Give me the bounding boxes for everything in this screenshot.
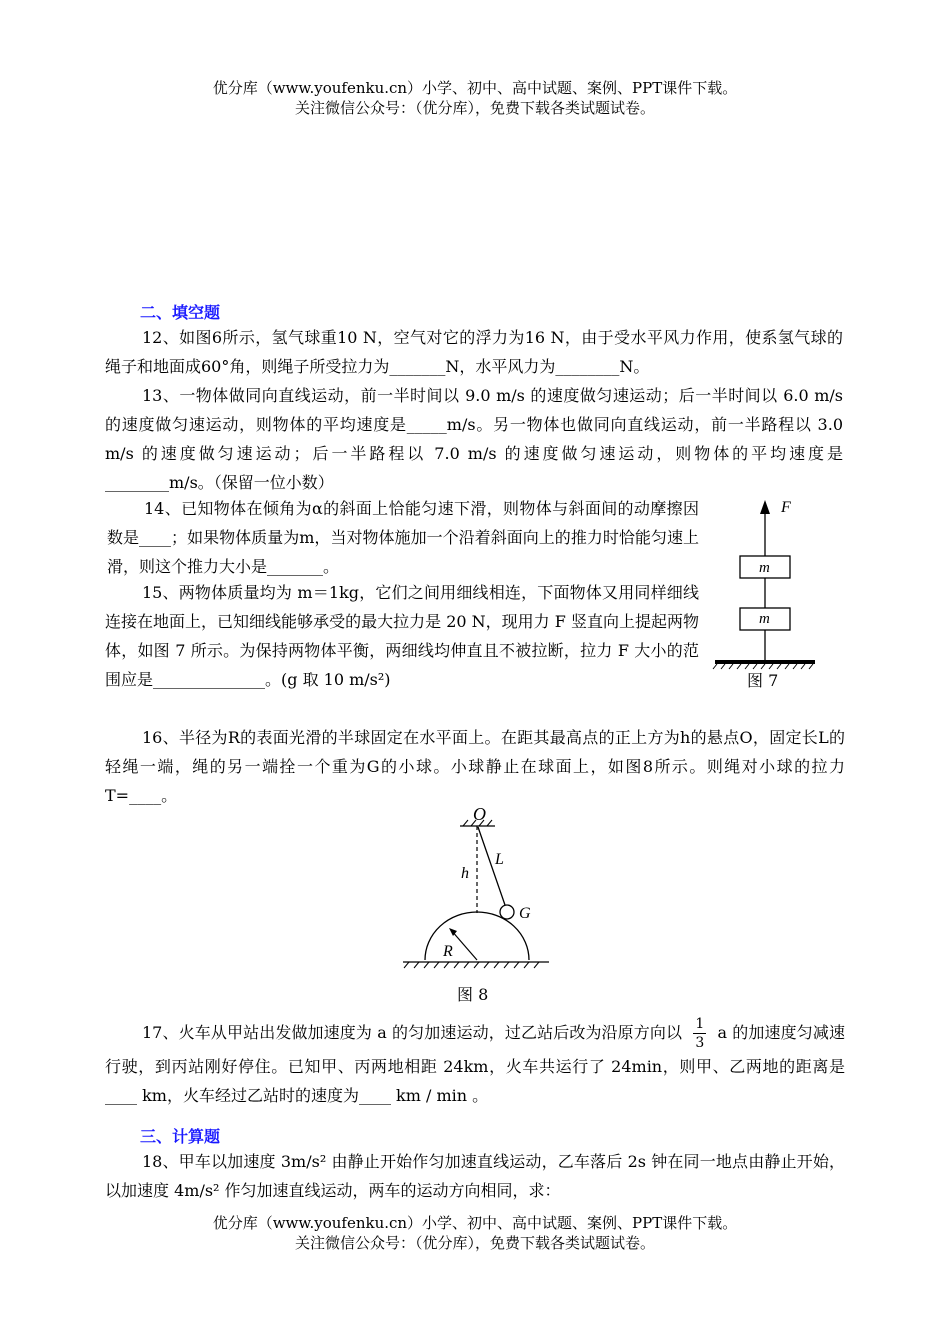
figure-7-ground bbox=[715, 660, 815, 664]
question-16: 16、半径为R的表面光滑的半球固定在水平面上。在距其最高点的正上方为h的悬点O，固定长L的轻绳一端，绳的另一端拴一个重为G的小球。小球静止在球面上，如图8所示。则绳对小球的拉力T=____。 bbox=[105, 728, 845, 805]
figure-8-label-g: G bbox=[519, 905, 531, 922]
figure-8-label-o: O bbox=[473, 804, 486, 824]
fraction-one-third bbox=[693, 1015, 706, 1052]
header-line-1: 优分库（www.youfenku.cn）小学、初中、高中试题、案例、PPT课件下载。 bbox=[212, 79, 738, 97]
footer-line-1: 优分库（www.youfenku.cn）小学、初中、高中试题、案例、PPT课件下载。 bbox=[212, 1214, 738, 1232]
header-line-2: 关注微信公众号：（优分库），免费下载各类试题试卷。 bbox=[294, 99, 655, 117]
figure-8-radius bbox=[451, 930, 477, 960]
figure-7-force-label: F bbox=[781, 499, 791, 516]
question-18: 18、甲车以加速度 3m/s² 由静止开始作匀加速直线运动，乙车落后 2s 钟在同一地点由静止开始，以加速度 4m/s² 作匀加速直线运动，两车的运动方向相同，求： bbox=[105, 1152, 845, 1200]
fraction-numerator: 1 bbox=[695, 1016, 705, 1032]
force-arrow-icon bbox=[760, 500, 770, 514]
question-14: 14、已知物体在倾角为α的斜面上恰能匀速下滑，则物体与斜面间的动摩擦因数是____；如果物体质量为m，当对物体施加一个沿着斜面向上的推力时恰能匀速上滑，则这个推力大小是_______。 bbox=[107, 499, 699, 576]
figure-8-hemisphere bbox=[425, 912, 529, 960]
figure-8-caption: 图 8 bbox=[457, 985, 489, 1004]
figure-8-ground-hatch bbox=[404, 962, 539, 968]
figure-7-mass-bottom-label: m bbox=[759, 611, 770, 627]
section-title-fill-blank: 二、填空题 bbox=[140, 303, 221, 322]
question-13: 13、一物体做同向直线运动，前一半时间以 9.0 m/s 的速度做匀速运动；后一半时间以 6.0 m/s 的速度做匀速运动，则物体的平均速度是_____m/s。另一物体也做同向直线运动，前一半路程以 3.0 m/s 的速度做匀速运动；后一半路程以 7.0 m/s 的速度做匀速运动，则物体的平均速度是________m/s。（保留一位小数） bbox=[105, 386, 843, 492]
question-15: 15、两物体质量均为 m＝1kg，它们之间用细线相连，下面物体又用同样细线连接在地面上，已知细线能够承受的最大拉力是 20 N，现用力 F 竖直向上提起两物体，如图 7 所示。为保持两物体平衡，两细线均伸直且不被拉断，拉力 F 大小的范围应是______________。(g 取 10 m/s²) bbox=[105, 583, 699, 689]
footer-line-2: 关注微信公众号：（优分库），免费下载各类试题试卷。 bbox=[294, 1234, 655, 1252]
question-17-part-a: 17、火车从甲站出发做加速度为 a 的匀加速运动，过乙站后改为沿原方向以 bbox=[142, 1023, 683, 1042]
question-17 bbox=[105, 1015, 845, 1110]
figure-7-mass-top-label: m bbox=[759, 560, 770, 576]
figure-8-ball bbox=[500, 905, 514, 919]
question-17-part-b: a 的加速度匀减速行驶，到丙站刚好停住。已知甲、丙两地相距 24km，火车共运行了 24min，则甲、乙两地的距离是____ km，火车经过乙站时的速度为____ km / min 。 bbox=[105, 1023, 845, 1105]
fraction-denominator: 3 bbox=[695, 1035, 705, 1051]
question-12: 12、如图6所示，氢气球重10 N，空气对它的浮力为16 N，由于受水平风力作用，使系氢气球的绳子和地面成60°角，则绳子所受拉力为_______N，水平风力为________N。 bbox=[105, 328, 843, 376]
section-title-calculation: 三、计算题 bbox=[140, 1127, 221, 1146]
figure-8-label-h: h bbox=[461, 865, 469, 882]
figure-8 bbox=[395, 800, 555, 975]
figure-8-label-l: L bbox=[495, 851, 504, 868]
figure-7-caption: 图 7 bbox=[747, 671, 779, 690]
figure-8-label-r: R bbox=[443, 943, 453, 960]
